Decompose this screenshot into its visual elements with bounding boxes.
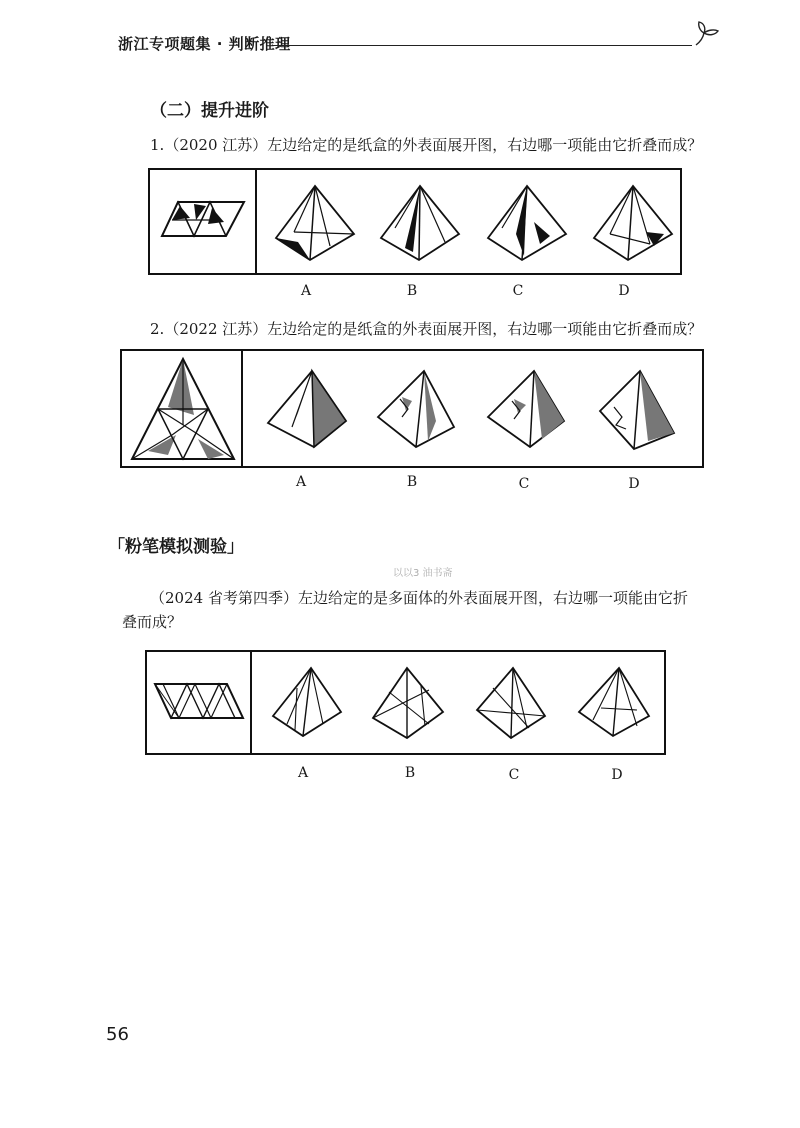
question-2-figure: [120, 349, 704, 468]
unfolded-net: [151, 680, 245, 722]
question-1-figure: [148, 168, 682, 275]
option-label-d: D: [611, 767, 623, 783]
option-label-b: B: [406, 474, 418, 490]
mock-question-line-1: （2024 省考第四季）左边给定的是多面体的外表面展开图，右边哪一项能由它折: [150, 589, 688, 607]
option-a-pyramid: [267, 664, 347, 742]
question-number: 2.: [150, 320, 165, 338]
running-header-title: 浙江专项题集 · 判断推理: [118, 35, 291, 53]
mock-question-figure: [145, 650, 666, 755]
option-b-pyramid: [369, 664, 449, 742]
question-2: [150, 316, 702, 342]
option-label-d: D: [628, 476, 640, 492]
unfolded-net: [128, 355, 238, 463]
option-label-c: C: [508, 767, 520, 783]
option-c-pyramid: [482, 182, 572, 264]
figure-divider: [250, 652, 252, 753]
option-label-a: A: [300, 283, 312, 299]
option-label-c: C: [518, 476, 530, 492]
figure-divider: [241, 351, 243, 466]
option-b-pyramid: [372, 367, 462, 453]
option-label-b: B: [404, 765, 416, 781]
question-number: 1.: [150, 136, 165, 154]
option-a-pyramid: [262, 367, 352, 453]
option-b-pyramid: [375, 182, 465, 264]
option-d-pyramid: [588, 182, 678, 264]
figure-divider: [255, 170, 257, 273]
mock-section-title: 「粉笔模拟测验」: [108, 537, 244, 557]
header-rule: [272, 45, 692, 46]
section-title: （二）提升进阶: [150, 101, 269, 121]
page-number: 56: [106, 1024, 129, 1045]
option-d-pyramid: [592, 367, 682, 453]
option-label-d: D: [618, 283, 630, 299]
option-c-pyramid: [482, 367, 572, 453]
option-a-pyramid: [270, 182, 360, 264]
option-label-a: A: [295, 474, 307, 490]
option-label-a: A: [297, 765, 309, 781]
option-d-pyramid: [575, 664, 655, 742]
option-c-pyramid: [471, 664, 551, 742]
unfolded-net: [160, 198, 246, 240]
option-label-c: C: [512, 283, 524, 299]
question-1: [150, 132, 702, 158]
question-text: （2022 江苏）左边给定的是纸盒的外表面展开图，右边哪一项能由它折叠而成？: [164, 320, 703, 338]
mock-question-line-2: 叠而成？: [122, 613, 183, 631]
handwritten-note: 以以3 油书斋: [393, 568, 453, 579]
sprout-icon: [690, 18, 724, 50]
question-text: （2020 江苏）左边给定的是纸盒的外表面展开图，右边哪一项能由它折叠而成？: [164, 136, 703, 154]
option-label-b: B: [406, 283, 418, 299]
